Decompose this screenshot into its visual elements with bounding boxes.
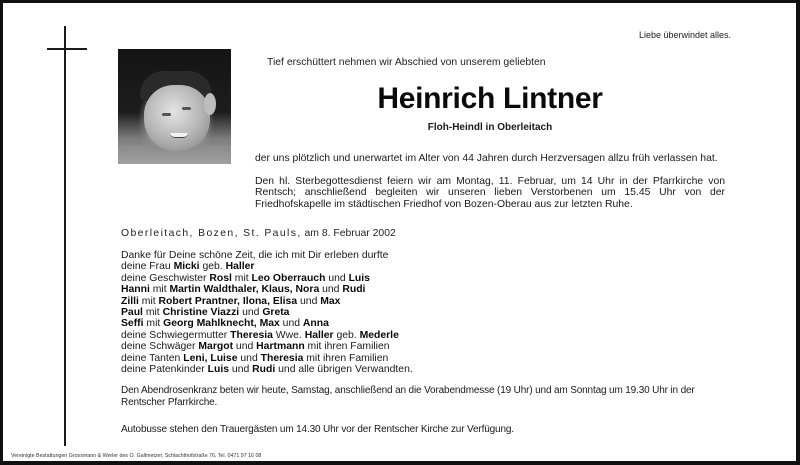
- relation-text: und: [239, 307, 263, 319]
- mourner-name: Leo Oberrauch: [251, 272, 326, 284]
- mourner-name: Mederle: [359, 329, 399, 341]
- photo-eye: [162, 113, 171, 116]
- mourner-line: [121, 307, 413, 318]
- date: am 8. Februar 2002: [304, 228, 396, 239]
- relation-text: und: [233, 341, 257, 353]
- relation-text: deine Schwäger: [121, 341, 199, 353]
- intro-text: Tief erschüttert nehmen wir Abschied von unserem geliebten: [267, 57, 546, 68]
- mourner-name: Greta: [262, 307, 290, 319]
- mourner-name: Haller: [225, 261, 255, 273]
- mourner-name: Hartmann: [256, 341, 305, 353]
- cross-icon: [64, 26, 66, 446]
- mourner-name: Margot: [198, 341, 234, 353]
- cross-icon-bar: [47, 48, 87, 50]
- place: Oberleitach, Bozen, St. Pauls,: [121, 228, 302, 239]
- rosary-notice: Den Abendrosenkranz beten wir heute, Samstag, anschließend an die Vorabendmesse (19 Uhr) und am Sonntag um 19.30 Uhr in der Rentscher Pfarrkirche.: [121, 385, 695, 408]
- mourner-name: Georg Mahlknecht, Max: [163, 318, 280, 330]
- relation-text: mit: [138, 295, 159, 307]
- mourner-line: [121, 284, 413, 295]
- mourner-line: [121, 273, 413, 284]
- mourner-name: Robert Prantner, Ilona, Elisa: [158, 295, 298, 307]
- relation-text: und: [229, 364, 253, 376]
- deceased-nickname: Floh-Heindl in Oberleitach: [427, 122, 553, 133]
- place-date: [121, 228, 396, 239]
- relation-text: geb.: [199, 261, 226, 273]
- mourner-line: [121, 261, 413, 272]
- relation-text: geb.: [333, 329, 360, 341]
- relation-text: mit: [231, 272, 252, 284]
- mourner-line: [121, 341, 413, 352]
- photo-smile: [170, 133, 188, 138]
- mourner-name: Max: [320, 295, 341, 307]
- relation-text: deine Frau: [121, 261, 174, 273]
- mourner-name: Luis: [207, 364, 230, 376]
- mourner-name: Theresia: [260, 352, 304, 364]
- mourner-name: Martin Waldthaler, Klaus, Nora: [169, 284, 320, 296]
- relation-text: und: [237, 352, 261, 364]
- mourner-line: [121, 353, 413, 364]
- relation-text: Wwe.: [272, 329, 305, 341]
- mourner-name: Christine Viazzi: [162, 307, 240, 319]
- relation-text: mit: [142, 307, 163, 319]
- photo-eye: [182, 107, 191, 110]
- relation-text: deine Schwiegermutter: [121, 329, 231, 341]
- funeral-service-paragraph: Den hl. Sterbegottesdienst feiern wir am Montag, 11. Februar, um 14 Uhr in der Pfarrkirche von Rentsch; anschließend begleiten wir unseren lieben Verstorbenen um 15.45 Uhr von der Friedhofskapelle im städtischen Friedhof von Bozen-Oberau aus zur letzten Ruhe.: [255, 176, 725, 210]
- relation-text: deine Tanten: [121, 352, 184, 364]
- mourner-line: [121, 330, 413, 341]
- relation-text: mit ihren Familien: [304, 341, 390, 353]
- deceased-name: Heinrich Lintner: [377, 82, 603, 115]
- mourner-name: Micki: [173, 261, 200, 273]
- mourner-name: Theresia: [230, 329, 273, 341]
- mourner-line: [121, 296, 413, 307]
- mourner-line: [121, 364, 413, 375]
- relation-text: mit ihren Familien: [303, 352, 389, 364]
- mourner-name: Rosl: [209, 272, 232, 284]
- mourner-name: Haller: [304, 329, 334, 341]
- mourner-lines: [121, 261, 413, 375]
- relation-text: und: [325, 272, 349, 284]
- mourner-name: Zilli: [121, 295, 139, 307]
- death-notice-paragraph: der uns plötzlich und unerwartet im Alter von 44 Jahren durch Herzversagen allzu früh verlassen hat.: [255, 153, 718, 164]
- relation-text: deine Patenkinder: [121, 364, 208, 376]
- relation-text: mit: [143, 318, 164, 330]
- motto: Liebe überwindet alles.: [639, 30, 732, 40]
- thanks-line: Danke für Deine schöne Zeit, die ich mit Dir erleben durfte: [121, 250, 389, 261]
- mourner-line: [121, 318, 413, 329]
- mourner-name: Rudi: [342, 284, 366, 296]
- mourner-name: Luis: [348, 272, 370, 284]
- photo-face: [144, 85, 210, 151]
- relation-text: und: [279, 318, 303, 330]
- mourner-name: Seffi: [121, 318, 144, 330]
- funeral-home-footer: Vereinigte Bestattungen Grossmann & Werler des O. Gallmetzer, Schlachthofstraße 76, Tel. 0471 97 16 08: [11, 453, 262, 459]
- relation-text: mit: [149, 284, 170, 296]
- relation-text: und: [319, 284, 343, 296]
- mourner-name: Paul: [121, 307, 143, 319]
- portrait-photo: [118, 49, 231, 164]
- relation-text: deine Geschwister: [121, 272, 210, 284]
- mourner-name: Leni, Luise: [183, 352, 238, 364]
- relation-text: und alle übrigen Verwandten.: [275, 364, 413, 376]
- relation-text: und: [297, 295, 321, 307]
- bus-notice: Autobusse stehen den Trauergästen um 14.30 Uhr vor der Rentscher Kirche zur Verfügung.: [121, 424, 514, 435]
- mourner-name: Anna: [302, 318, 329, 330]
- photo-ear: [204, 93, 216, 115]
- family-list: [121, 250, 413, 375]
- mourner-name: Hanni: [121, 284, 150, 296]
- mourner-name: Rudi: [252, 364, 276, 376]
